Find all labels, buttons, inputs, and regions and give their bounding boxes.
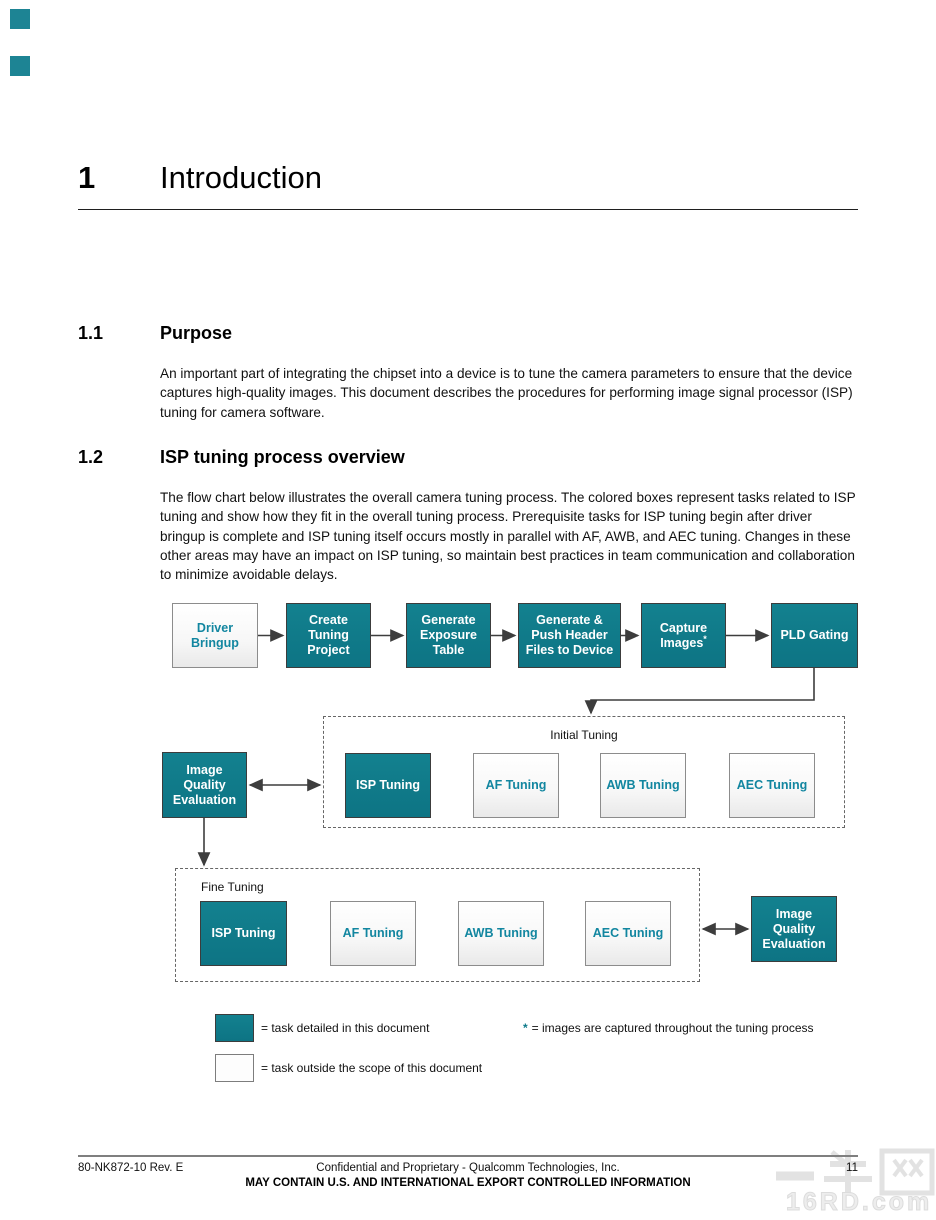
legend-text-detailed: = task detailed in this document <box>261 1021 430 1035</box>
flow-box-label: AF Tuning <box>342 926 404 940</box>
flow-box-generate-push-header <box>518 603 621 668</box>
flow-box-awb-tuning-fine <box>458 901 544 966</box>
flow-box-driver-bringup <box>172 603 258 668</box>
footer-doc-number: 80-NK872-10 Rev. E <box>78 1162 184 1174</box>
flow-box-af-tuning-fine <box>330 901 416 966</box>
flow-box-create-tuning-project <box>286 603 371 668</box>
group-label-initial-tuning: Initial Tuning <box>550 728 618 742</box>
flow-box-label: Image Quality Evaluation <box>762 906 826 951</box>
footer-export-notice: MAY CONTAIN U.S. AND INTERNATIONAL EXPORT CONTROLLED INFORMATION <box>245 1177 691 1189</box>
flow-box-capture-images <box>641 603 726 668</box>
flow-box-image-quality-evaluation-2 <box>751 896 837 962</box>
flow-box-aec-tuning-fine <box>585 901 671 966</box>
watermark-site-text: 16RD.com <box>786 1188 933 1216</box>
flow-box-image-quality-evaluation-1 <box>162 752 247 818</box>
flow-box-label: ISP Tuning <box>211 926 276 940</box>
flow-box-label: PLD Gating <box>780 628 849 642</box>
section-heading-1-2 <box>78 447 858 471</box>
section-heading-1-1 <box>78 323 858 347</box>
flow-box-aec-tuning-initial <box>729 753 815 818</box>
section-title: Purpose <box>160 323 233 343</box>
footer-confidential: Confidential and Proprietary - Qualcomm Technologies, Inc. <box>316 1162 620 1174</box>
asterisk-marker: * <box>703 633 707 644</box>
flow-box-label: AEC Tuning <box>592 926 664 940</box>
chapter-number: 1 <box>78 160 96 195</box>
flow-box-label: Generate & Push Header Files to Device <box>525 613 614 657</box>
group-label-fine-tuning: Fine Tuning <box>201 880 264 894</box>
flow-box-label: AEC Tuning <box>736 778 808 792</box>
footer-page-number: 11 <box>846 1162 858 1174</box>
chapter-title: Introduction <box>160 160 322 195</box>
corner-marker-top <box>10 9 30 29</box>
flow-box-af-tuning-initial <box>473 753 559 818</box>
chapter-heading <box>78 160 322 196</box>
flow-box-label: Image Quality Evaluation <box>172 762 237 807</box>
footnote-asterisk: * <box>523 1021 528 1035</box>
flow-box-label: AF Tuning <box>485 778 547 792</box>
flow-box-label: Generate Exposure Table <box>420 613 477 657</box>
legend-swatch-outside <box>215 1054 254 1082</box>
flow-box-label: Driver Bringup <box>191 620 239 650</box>
section-title: ISP tuning process overview <box>160 447 405 467</box>
flow-box-isp-tuning-fine <box>200 901 287 966</box>
flow-box-label: ISP Tuning <box>355 778 421 792</box>
section-body-1-1: An important part of integrating the chipset into a device is to tune the camera parameters to ensure that the device captures high-quality images. This document describes the procedures for performing image signal processor (ISP) tuning for camera software. <box>160 366 853 420</box>
footnote-text: = images are captured throughout the tuning process <box>531 1021 814 1035</box>
flow-box-generate-exposure-table <box>406 603 491 668</box>
legend-footnote <box>523 1021 814 1035</box>
chapter-rule <box>78 209 858 210</box>
corner-marker-bottom <box>10 56 30 76</box>
flow-box-label: AWB Tuning <box>464 926 538 940</box>
legend-text-outside: = task outside the scope of this document <box>261 1061 483 1075</box>
flow-box-isp-tuning-initial <box>345 753 431 818</box>
flow-box-pld-gating <box>771 603 858 668</box>
flow-box-label: Capture Images* <box>659 620 708 650</box>
footer-rule <box>78 1155 858 1157</box>
flow-box-label: Create Tuning Project <box>307 613 350 657</box>
section-body-1-2: The flow chart below illustrates the overall camera tuning process. The colored boxes represent tasks related to ISP tuning and show how they fit in the overall tuning process. Prerequisite tasks for ISP tuning begin after driver bringup is complete and ISP tuning itself occurs mostly in parallel with AF, AWB, and AEC tuning. Changes in these other areas may have an impact on ISP tuning, so maintain best practices in team communication and collaboration to minimize avoidable delays. <box>160 490 856 583</box>
section-number: 1.1 <box>78 323 104 343</box>
flow-box-awb-tuning-initial <box>600 753 686 818</box>
legend-swatch-detailed <box>215 1014 254 1042</box>
flow-box-label: AWB Tuning <box>606 778 680 792</box>
section-number: 1.2 <box>78 447 104 467</box>
